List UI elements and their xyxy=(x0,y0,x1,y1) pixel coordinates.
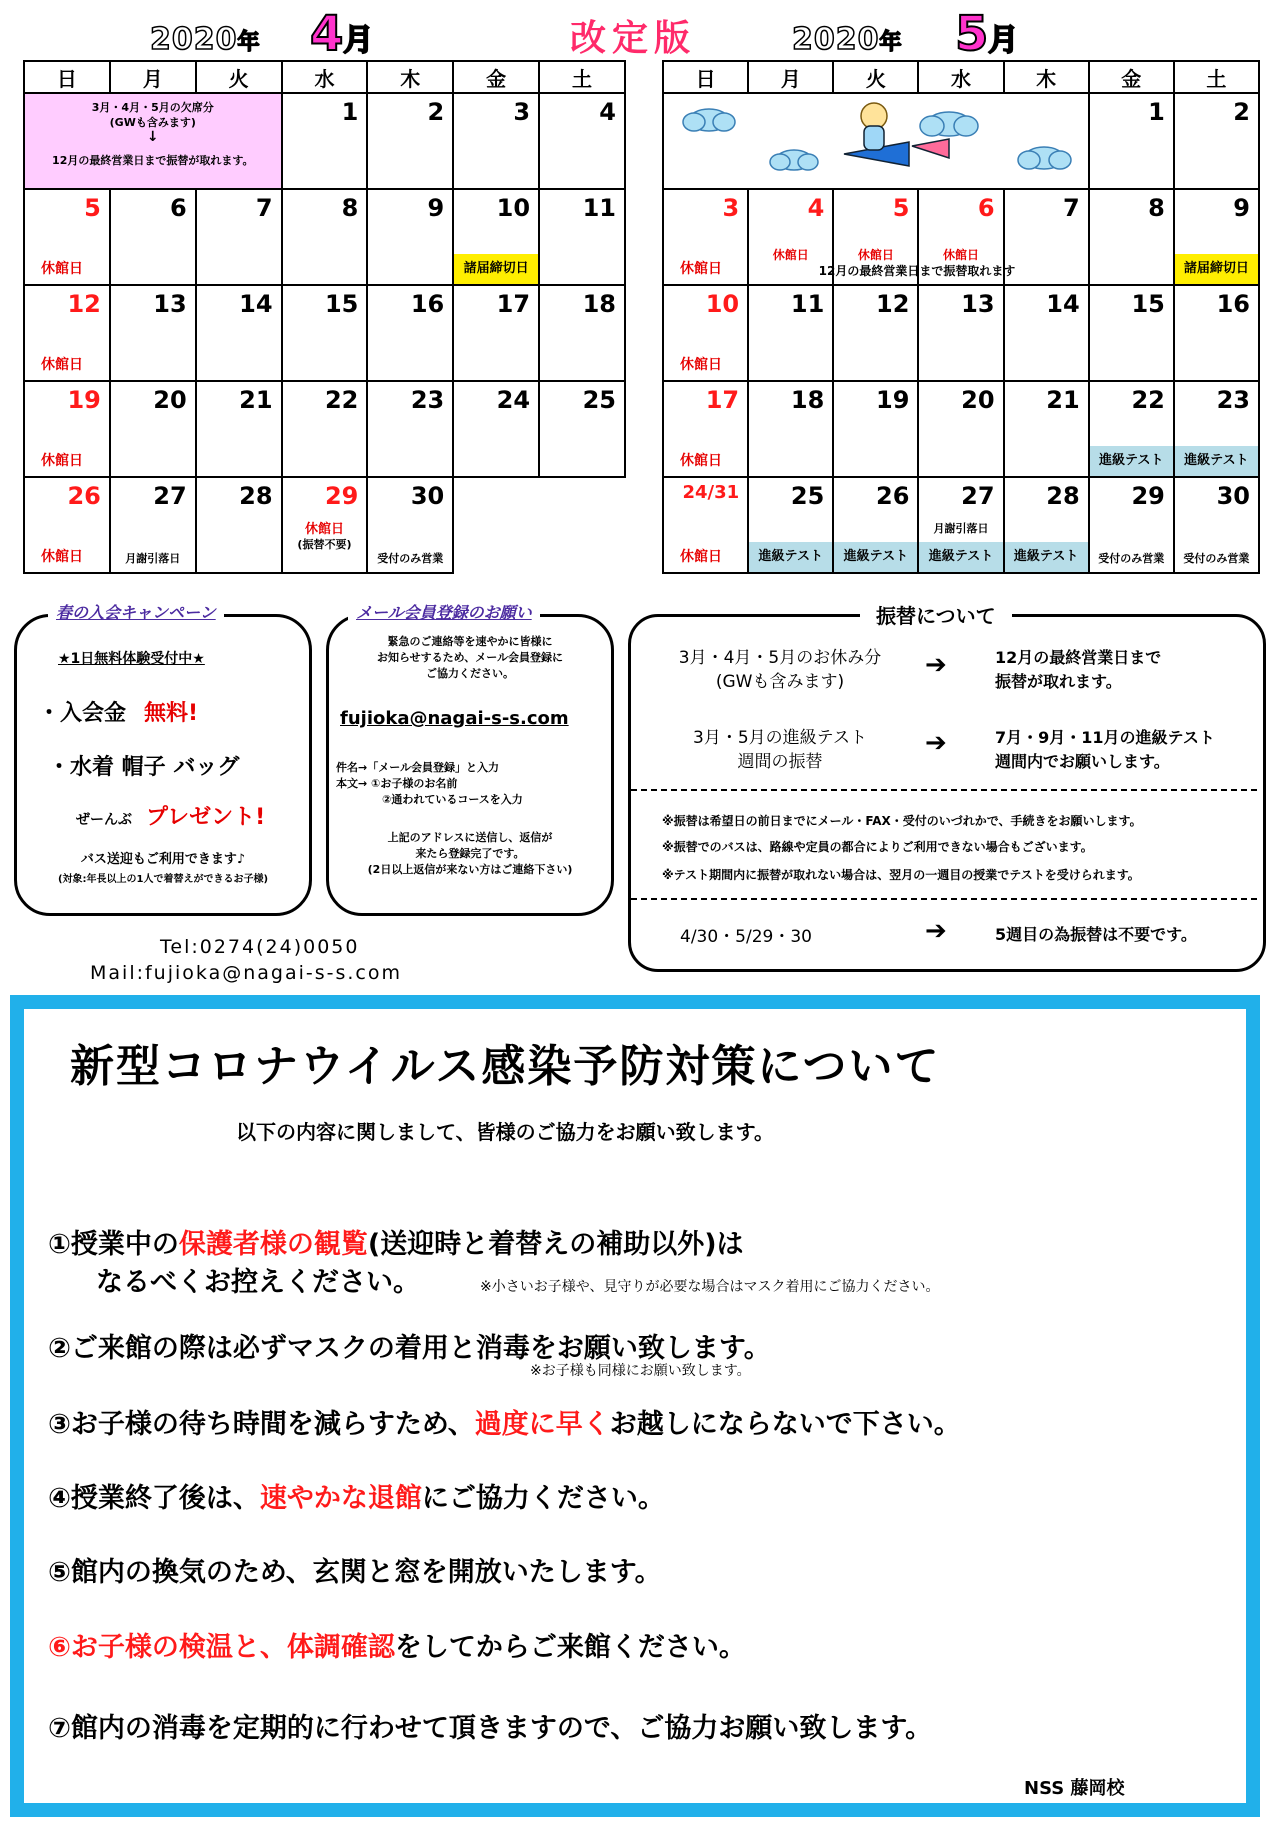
day-number: 16 xyxy=(1216,290,1250,318)
day-number: 18 xyxy=(582,290,616,318)
rule-3 xyxy=(48,1402,961,1441)
mail-intro-line: お知らせするため、メール会員登録に xyxy=(376,651,563,664)
day-number: 2 xyxy=(427,98,445,126)
april-month: 4月 xyxy=(310,6,374,62)
day-cell xyxy=(110,477,196,573)
promotion-test-label: 進級テスト xyxy=(1005,542,1088,572)
weekday: 土 xyxy=(539,61,625,93)
day-cell xyxy=(1089,189,1174,285)
day-cell xyxy=(196,477,282,573)
day-number: 21 xyxy=(239,386,273,414)
may-calendar xyxy=(662,60,1260,574)
weekday: 木 xyxy=(1004,61,1089,93)
day-number: 23 xyxy=(410,386,445,414)
weekday: 金 xyxy=(453,61,539,93)
bus-service-text: バス送迎もご利用できます♪ xyxy=(80,852,246,867)
makeup-notes xyxy=(662,808,1142,888)
gw-makeup-note: 12月の最終営業日まで振替取れます xyxy=(818,264,1016,278)
day-cell xyxy=(196,189,282,285)
day-number: 19 xyxy=(67,386,101,414)
makeup-row2-right-line: 7月・9月・11月の進級テスト xyxy=(995,728,1215,747)
day-number: 25 xyxy=(582,386,616,414)
day-number: 29 xyxy=(1131,482,1165,510)
day-number: 22 xyxy=(324,386,359,414)
day-number: 6 xyxy=(169,194,187,222)
day-cell xyxy=(1174,381,1259,477)
day-number: 1 xyxy=(1148,98,1165,126)
makeup-note-line: 12月の最終営業日まで振替が取れます。 xyxy=(52,154,254,167)
day-cell xyxy=(1089,477,1174,573)
day-number: 8 xyxy=(1148,194,1165,222)
rule-6 xyxy=(48,1625,746,1664)
day-cell xyxy=(196,285,282,381)
day-number: 13 xyxy=(153,290,187,318)
makeup-row1-right xyxy=(995,646,1161,694)
day-number: 30 xyxy=(410,482,445,510)
day-number: 5 xyxy=(84,194,101,222)
day-number: 16 xyxy=(410,290,445,318)
campaign-title: 春の入会キャンペーン xyxy=(48,600,224,623)
day-number: 25 xyxy=(790,482,825,510)
day-cell xyxy=(367,93,453,189)
rule-1-cont xyxy=(96,1260,939,1299)
day-cell xyxy=(663,381,748,477)
arrow-right-icon: ➔ xyxy=(925,650,947,680)
closed-label: 休館日 xyxy=(857,248,894,262)
day-cell xyxy=(663,477,748,573)
weekday: 土 xyxy=(1174,61,1259,93)
day-number: 2 xyxy=(1233,98,1250,126)
makeup-row1-left-line: 3月・4月・5月のお休み分 xyxy=(678,648,882,668)
makeup-row2-left-line: 週間の振替 xyxy=(737,752,823,772)
closed-label: 休館日 xyxy=(942,248,979,262)
makeup-note: ※テスト期間内に振替が取れない場合は、翌月の一週目の授業でテストを受けられます。 xyxy=(662,868,1140,882)
makeup-row3-left: 4/30・5/29・30 xyxy=(680,927,812,947)
day-cell xyxy=(833,381,918,477)
down-arrow-icon: ↓ xyxy=(146,129,159,145)
closed-label: 休館日 xyxy=(680,357,722,373)
arrow-right-icon: ➔ xyxy=(925,728,947,758)
day-number: 22 xyxy=(1131,386,1165,414)
day-cell xyxy=(282,189,368,285)
campaign-all-label: ぜーんぶ xyxy=(76,812,132,828)
day-number: 4 xyxy=(599,98,616,126)
closed-label: 休館日 xyxy=(304,522,344,537)
corona-subtitle: 以下の内容に関しまして、皆様のご協力をお願い致します。 xyxy=(236,1120,774,1144)
day-number: 10 xyxy=(496,194,531,222)
closed-label: 休館日 xyxy=(41,261,83,277)
day-cell xyxy=(1089,93,1174,189)
makeup-row1-right-line: 振替が取れます。 xyxy=(995,672,1122,691)
day-cell xyxy=(918,285,1003,381)
day-number: 19 xyxy=(876,386,910,414)
makeup-row2-right xyxy=(995,726,1215,774)
day-cell xyxy=(1004,477,1089,573)
day-number: 24 xyxy=(496,386,531,414)
mail-intro xyxy=(326,634,614,682)
day-number: 13 xyxy=(961,290,995,318)
arrow-right-icon: ➔ xyxy=(925,916,947,946)
day-number: 15 xyxy=(1131,290,1165,318)
day-cell xyxy=(748,477,833,573)
mail-after-line: (2日以上返信が来ない方はご連絡下さい) xyxy=(367,863,573,876)
school-signature: NSS 藤岡校 xyxy=(1024,1778,1125,1799)
mail-registration-title: メール会員登録のお願い xyxy=(348,600,540,623)
day-number: 9 xyxy=(427,194,445,222)
day-cell xyxy=(748,285,833,381)
day-number: 21 xyxy=(1046,386,1080,414)
day-cell xyxy=(24,189,110,285)
rule-text: にご協力ください。 xyxy=(421,1483,665,1514)
promotion-test-label: 進級テスト xyxy=(834,542,917,572)
promotion-test-label: 進級テスト xyxy=(1175,446,1258,476)
day-cell xyxy=(1089,381,1174,477)
day-cell xyxy=(367,285,453,381)
day-cell xyxy=(918,381,1003,477)
rule-4 xyxy=(48,1476,665,1515)
makeup-note: ※振替は希望日の前日までにメール・FAX・受付のいづれかで、手続きをお願いします。 xyxy=(662,814,1142,828)
makeup-note-cell xyxy=(24,93,282,189)
campaign-present-label: プレゼント! xyxy=(146,805,266,830)
day-cell xyxy=(367,189,453,285)
weekday: 水 xyxy=(282,61,368,93)
makeup-note: ※振替でのバスは、路線や定員の都合によりご利用できない場合もございます。 xyxy=(662,840,1093,854)
bus-service-note: (対象:年長以上の1人で着替えができるお子様) xyxy=(57,874,269,885)
day-cell xyxy=(539,381,625,477)
day-cell xyxy=(1174,93,1259,189)
day-cell xyxy=(453,381,539,477)
mail-subject-instruction: 件名→「メール会員登録」と入力 xyxy=(336,761,499,774)
rule-1 xyxy=(48,1222,744,1261)
day-cell xyxy=(748,381,833,477)
day-cell xyxy=(1174,477,1259,573)
makeup-note-line: (GWも含みます) xyxy=(109,116,196,129)
rule-text: なるべくお控えください。 xyxy=(96,1267,420,1298)
closed-label: 休館日 xyxy=(680,261,722,277)
weekday: 月 xyxy=(748,61,833,93)
day-number: 14 xyxy=(239,290,273,318)
day-number: 1 xyxy=(341,98,359,126)
day-number: 18 xyxy=(790,386,825,414)
campaign-free-label: 無料! xyxy=(144,701,199,726)
day-cell xyxy=(1004,285,1089,381)
day-cell xyxy=(539,189,625,285)
day-number: 28 xyxy=(239,482,273,510)
reception-only-label: 受付のみ営業 xyxy=(1183,552,1250,565)
empty-cell xyxy=(539,477,625,573)
closed-label: 休館日 xyxy=(41,549,83,565)
fee-withdrawal-label: 月謝引落日 xyxy=(125,552,181,565)
weekday-header xyxy=(663,61,1259,93)
koinobori-illustration-cell xyxy=(663,93,1089,189)
registration-email-link[interactable]: fujioka@nagai-s-s.com xyxy=(340,708,569,729)
rule-text: ③お子様の待ち時間を減らすため、 xyxy=(48,1409,475,1440)
day-cell xyxy=(833,477,918,573)
day-cell xyxy=(453,285,539,381)
weekday: 日 xyxy=(24,61,110,93)
rule-emphasis: 過度に早く xyxy=(474,1409,610,1440)
day-cell xyxy=(453,93,539,189)
may-month: 5月 xyxy=(955,6,1019,62)
day-number: 17 xyxy=(496,290,531,318)
closed-label: 休館日 xyxy=(41,453,83,469)
weekday: 木 xyxy=(367,61,453,93)
weekday: 金 xyxy=(1089,61,1174,93)
reception-only-label: 受付のみ営業 xyxy=(377,552,444,565)
day-cell xyxy=(918,477,1003,573)
day-cell xyxy=(24,381,110,477)
rule-emphasis: 体調確認 xyxy=(286,1632,395,1663)
closed-label: 休館日 xyxy=(680,453,722,469)
rule-emphasis: 速やかな退館 xyxy=(259,1483,422,1514)
closed-label: 休館日 xyxy=(772,248,809,262)
day-cell xyxy=(24,285,110,381)
divider xyxy=(631,789,1257,791)
mail-after-line: 来たら登録完了です。 xyxy=(415,847,525,860)
rule-7: ⑦館内の消毒を定期的に行わせて頂きますので、ご協力お願い致します。 xyxy=(48,1713,933,1744)
day-cell xyxy=(110,381,196,477)
day-number: 12 xyxy=(67,290,101,318)
day-number: 10 xyxy=(705,290,740,318)
campaign-item-entry-fee xyxy=(38,696,198,727)
day-cell xyxy=(1004,381,1089,477)
divider xyxy=(631,898,1257,900)
day-cell xyxy=(1174,285,1259,381)
makeup-row2-right-line: 週間内でお願いします。 xyxy=(995,752,1170,771)
makeup-row2-left-line: 3月・5月の進級テスト xyxy=(693,728,867,748)
contact-mail: Mail:fujioka@nagai-s-s.com xyxy=(90,962,403,984)
may-year: 2020年 xyxy=(792,22,903,57)
fee-withdrawal-label: 月謝引落日 xyxy=(933,522,989,535)
day-cell xyxy=(110,189,196,285)
rule-text: (送迎時と着替えの補助以外)は xyxy=(367,1229,744,1260)
day-number: 11 xyxy=(582,194,616,222)
day-cell xyxy=(367,477,453,573)
day-number: 15 xyxy=(324,290,359,318)
rule-text: ④授業終了後は、 xyxy=(48,1483,260,1514)
mail-instructions xyxy=(336,760,523,808)
day-number: 23 xyxy=(1216,386,1250,414)
makeup-row1-left xyxy=(660,646,900,694)
day-number: 28 xyxy=(1046,482,1080,510)
day-cell xyxy=(282,285,368,381)
day-cell xyxy=(367,381,453,477)
rule-text: ①授業中の xyxy=(48,1229,179,1260)
day-cell xyxy=(282,93,368,189)
day-cell xyxy=(539,285,625,381)
april-calendar xyxy=(23,60,626,574)
day-cell xyxy=(196,381,282,477)
day-number: 11 xyxy=(790,290,825,318)
makeup-row2-left xyxy=(660,726,900,774)
day-cell xyxy=(110,285,196,381)
weekday: 日 xyxy=(663,61,748,93)
day-cell xyxy=(1174,189,1259,285)
empty-cell xyxy=(453,477,539,573)
day-number: 4 xyxy=(807,194,825,222)
weekday: 月 xyxy=(110,61,196,93)
campaign-item-label: ・入会金 xyxy=(38,701,127,726)
day-number: 29 xyxy=(324,482,359,510)
no-makeup-needed-label: (振替不要) xyxy=(297,538,352,551)
day-cell xyxy=(663,189,748,285)
mail-after-send xyxy=(326,830,614,878)
day-number: 30 xyxy=(1216,482,1250,510)
weekday: 火 xyxy=(196,61,282,93)
day-cell xyxy=(663,285,748,381)
promotion-test-label: 進級テスト xyxy=(919,542,1002,572)
day-cell xyxy=(24,477,110,573)
revised-edition-label: 改定版 xyxy=(570,18,697,59)
day-number: 20 xyxy=(153,386,187,414)
makeup-note-line: 3月・4月・5月の欠席分 xyxy=(91,101,214,114)
day-cell xyxy=(539,93,625,189)
weekday-header xyxy=(24,61,625,93)
day-number: 14 xyxy=(1046,290,1080,318)
rule-text: をしてからご来館ください。 xyxy=(394,1632,746,1663)
day-number: 8 xyxy=(341,194,359,222)
day-cell xyxy=(453,189,539,285)
reception-only-label: 受付のみ営業 xyxy=(1098,552,1165,565)
day-cell xyxy=(1089,285,1174,381)
mail-intro-line: 緊急のご連絡等を速やかに皆様に xyxy=(387,635,553,648)
mail-body-instruction: 本文→ ①お子様のお名前 xyxy=(336,777,458,790)
day-number: 3 xyxy=(722,194,740,222)
makeup-row1-right-line: 12月の最終営業日まで xyxy=(995,648,1162,667)
promotion-test-label: 進級テスト xyxy=(749,542,832,572)
day-number: 7 xyxy=(255,194,273,222)
day-cell xyxy=(282,477,368,573)
weekday: 火 xyxy=(833,61,918,93)
rule-2: ②ご来館の際は必ずマスクの着用と消毒をお願い致します。 xyxy=(48,1333,771,1364)
deadline-label: 諸届締切日 xyxy=(1175,254,1258,284)
day-number: 12 xyxy=(876,290,910,318)
rule-2-note: ※お子様も同様にお願い致します。 xyxy=(530,1363,751,1379)
day-number: 17 xyxy=(705,386,740,414)
day-number: 9 xyxy=(1233,194,1250,222)
day-cell xyxy=(282,381,368,477)
rule-emphasis: 保護者様の観覧 xyxy=(178,1229,368,1260)
mail-after-line: 上記のアドレスに送信し、返信が xyxy=(387,831,553,844)
weekday: 水 xyxy=(918,61,1003,93)
day-number: 27 xyxy=(153,482,187,510)
day-number: 20 xyxy=(961,386,995,414)
day-number: 26 xyxy=(876,482,910,510)
contact-tel: Tel:0274(24)0050 xyxy=(160,936,360,958)
free-trial-text: ★1日無料体験受付中★ xyxy=(58,651,205,667)
corona-title: 新型コロナウイルス感染予防対策について xyxy=(70,1041,941,1092)
rule-text: お越しにならないで下さい。 xyxy=(609,1409,961,1440)
day-number: 6 xyxy=(977,194,995,222)
campaign-present-line xyxy=(76,800,265,831)
mail-body-instruction: ②通われているコースを入力 xyxy=(382,793,523,806)
day-number: 7 xyxy=(1063,194,1080,222)
campaign-item-goods: ・水着 帽子 バッグ xyxy=(48,755,240,780)
makeup-policy-title: 振替について xyxy=(860,600,1012,629)
day-number: 5 xyxy=(892,194,910,222)
april-year: 2020年 xyxy=(150,22,261,57)
promotion-test-label: 進級テスト xyxy=(1090,446,1173,476)
rule-note: ※小さいお子様や、見守りが必要な場合はマスク着用にご協力ください。 xyxy=(480,1279,940,1295)
deadline-label: 諸届締切日 xyxy=(454,254,538,284)
koinobori-illustration xyxy=(664,94,1084,184)
day-number: 24/31 xyxy=(682,482,740,503)
rule-emphasis: ⑥お子様の検温と、 xyxy=(48,1632,287,1663)
day-number: 27 xyxy=(961,482,995,510)
day-number: 26 xyxy=(67,482,101,510)
rule-5: ⑤館内の換気のため、玄関と窓を開放いたします。 xyxy=(48,1557,662,1588)
makeup-row3-right: 5週目の為振替は不要です。 xyxy=(995,925,1197,944)
mail-intro-line: ご協力ください。 xyxy=(426,667,514,680)
closed-label: 休館日 xyxy=(680,549,722,565)
makeup-row1-left-line: (GWも含みます) xyxy=(715,672,845,692)
day-cell xyxy=(833,285,918,381)
closed-label: 休館日 xyxy=(41,357,83,373)
day-number: 3 xyxy=(513,98,531,126)
